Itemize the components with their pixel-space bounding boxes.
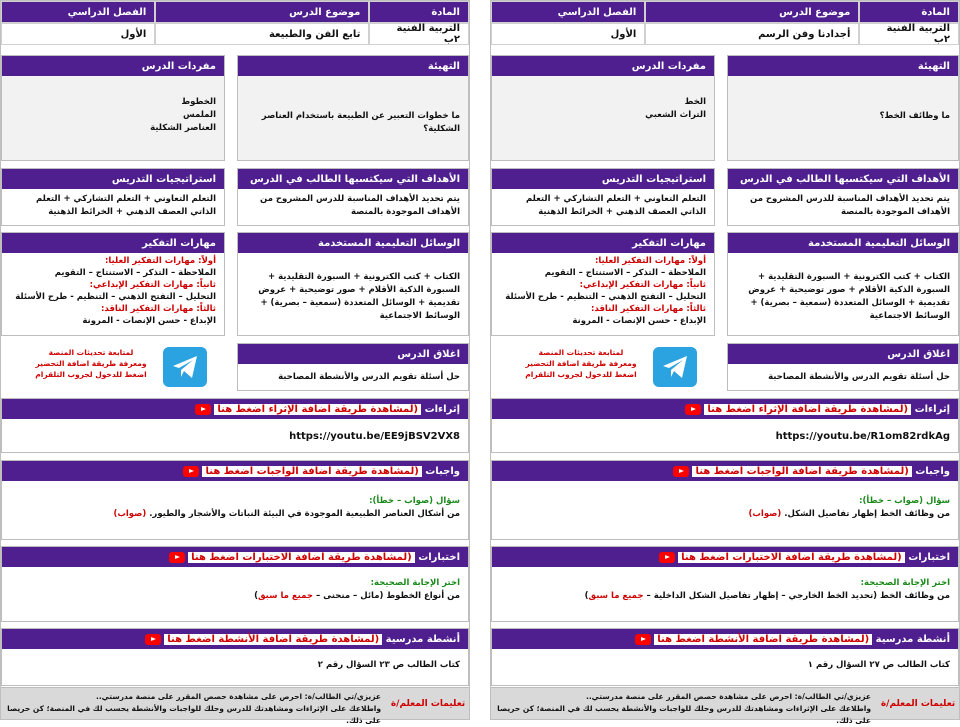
closing-title: اغلاق الدرس [728,344,958,364]
header-semester-label: الفصل الدراسي [1,1,155,23]
media-title: الوسائل التعليمية المستخدمة [238,233,468,253]
homework-question: من وظائف الخط إظهار تفاصيل الشكل. [784,509,950,519]
header-semester-value: الأول [1,23,155,45]
lesson-plan-page-1 [490,0,960,725]
header-topic-label: موضوع الدرس [155,1,369,23]
warmup-section [727,55,959,161]
youtube-icon[interactable] [685,404,701,415]
strategies-text: التعلم التعاوني + التعلم التشاركي + التعلم الذاتي العصف الذهني + الخرائط الذهنية [35,194,216,217]
thinking-section [1,232,225,336]
youtube-icon[interactable] [195,404,211,415]
teacher-instructions-line: عزيزي/تي الطالب/ة: احرص على مشاهدة حصص المقرر على منصة مدرستي.. [95,692,381,701]
header-subject-value: التربية الفنية ٢ب [859,23,959,45]
tests-question: من أنواع الخطوط (مائل – منحنى – [315,591,460,601]
thinking-higher-heading: أولاً: مهارات التفكير العليا: [594,256,706,266]
homework-answer: (صواب) [748,509,782,519]
header-subject-label: المادة [859,1,959,23]
youtube-icon[interactable] [659,552,675,563]
tests-question: من وظائف الخط (تحديد الخط الخارجي – إظهار تفاصيل الشكل الداخلية – [646,591,950,601]
vocab-list [492,76,714,160]
activities-text: كتاب الطالب ص ٢٧ السؤال رقم ١ [807,660,950,670]
teacher-instructions-label: تعليمات المعلم/ة [390,698,466,709]
thinking-creative-text: التحليل – التفتح الذهني – التنظيم - طرح الأسئلة [505,292,706,302]
thinking-creative-text: التحليل – التفتح الذهني – التنظيم - طرح الأسئلة [15,292,216,302]
activities-title: أنشطة مدرسية [385,633,460,645]
strategies-text: التعلم التعاوني + التعلم التشاركي + التعلم الذاتي العصف الذهني + الخرائط الذهنية [525,194,706,217]
thinking-title: مهارات التفكير [492,233,714,253]
warmup-text: ما وظائف الخط؟ [728,76,958,160]
thinking-critical-heading: ثالثاً: مهارات التفكير الناقد: [591,304,706,314]
header-table [491,1,959,45]
vocab-title: مفردات الدرس [2,56,224,76]
enrichment-section [1,398,469,453]
closing-text: حل أسئلة تقويم الدرس والأنشطة المصاحبة [278,372,460,382]
objectives-text: يتم تحديد الأهداف المناسبة للدرس المشروح من الأهداف الموجودة بالمنصة [750,194,950,217]
strategies-section [491,168,715,226]
youtube-icon[interactable] [169,552,185,563]
thinking-creative-heading: ثانياً: مهارات التفكير الإبداعي: [89,280,216,290]
enrichment-section [491,398,959,453]
warmup-text: ما خطوات التعبير عن الطبيعة باستخدام العناصر الشكلية؟ [238,76,468,160]
homework-section [1,460,469,540]
enrichment-url[interactable]: https://youtu.be/R1om82rdkAg [775,431,950,442]
homework-question: من أشكال العناصر الطبيعية الموجودة في البيئة النباتات والأشجار والطيور. [149,509,460,519]
thinking-critical-heading: ثالثاً: مهارات التفكير الناقد: [101,304,216,314]
tests-title: اختبارات [418,551,460,563]
activities-howto-link[interactable]: (لمشاهدة طريقة اضافة الأنشطة اضغط هنا [164,634,382,645]
youtube-icon[interactable] [145,634,161,645]
header-subject-label: المادة [369,1,469,23]
youtube-icon[interactable] [673,466,689,477]
youtube-icon[interactable] [635,634,651,645]
telegram-promo[interactable]: لمتابعة تحديثات المنصة ومعرفة طريقة اضافة التحضير اضغط للدخول لجروب التلقرام [525,348,637,379]
strategies-title: استراتيجيات التدريس [492,169,714,189]
tests-howto-link[interactable]: (لمشاهدة طريقة اضافة الاختبارات اضغط هنا [188,552,415,563]
enrichment-howto-link[interactable]: (لمشاهدة طريقة اضافة الإثراء اضغط هنا [704,404,911,415]
tests-title: اختبارات [908,551,950,563]
vocab-section [491,55,715,161]
header-topic-value: تابع الفن والطبيعة [155,23,369,45]
telegram-icon[interactable] [653,347,697,387]
tests-question-label: اختر الإجابة الصحيحة: [860,578,950,588]
enrichment-title: إثراءات [424,403,460,415]
tests-answer: جميع ما سبق [588,591,644,601]
media-title: الوسائل التعليمية المستخدمة [728,233,958,253]
thinking-section [491,232,715,336]
homework-title: واجبات [915,465,950,477]
activities-text: كتاب الطالب ص ٢٣ السؤال رقم ٢ [317,660,460,670]
youtube-icon[interactable] [183,466,199,477]
activities-section [491,628,959,686]
teacher-instructions-line: واطلاعك على الإثراءات ومشاهدتك للدرس وحلك للواجبات والأنشطة يحسب لك في المنصة؛ كن حريصا على ذلك. [497,704,871,725]
closing-title: اغلاق الدرس [238,344,468,364]
thinking-higher-heading: أولاً: مهارات التفكير العليا: [104,256,216,266]
header-subject-value: التربية الفنية ٢ب [369,23,469,45]
vocab-item: الخطوط [181,97,216,107]
teacher-instructions [491,687,959,725]
telegram-promo[interactable]: لمتابعة تحديثات المنصة ومعرفة طريقة اضافة التحضير اضغط للدخول لجروب التلقرام [35,348,147,379]
thinking-critical-text: الإبداع - حسن الإنصات - المرونة [82,316,216,326]
thinking-higher-text: الملاحظة – التذكر – الاستنتاج – التقويم [544,268,706,278]
objectives-title: الأهداف التي سيكتسبها الطالب في الدرس [728,169,958,189]
enrichment-howto-link[interactable]: (لمشاهدة طريقة اضافة الإثراء اضغط هنا [214,404,421,415]
strategies-section [1,168,225,226]
vocab-section [1,55,225,161]
homework-question-label: سؤال (صواب – خطأ): [369,496,460,506]
teacher-instructions [1,687,469,725]
vocab-list [2,76,224,160]
activities-howto-link[interactable]: (لمشاهدة طريقة اضافة الأنشطة اضغط هنا [654,634,872,645]
homework-title: واجبات [425,465,460,477]
homework-section [491,460,959,540]
telegram-icon[interactable] [163,347,207,387]
teacher-instructions-line: واطلاعك على الإثراءات ومشاهدتك للدرس وحلك للواجبات والأنشطة يحسب لك في المنصة؛ كن حريصا على ذلك. [7,704,381,725]
media-text: الكتاب + كتب الكترونية + السبورة التقليدية + السبورة الذكية الأقلام + صور توضيحية + عروض تقديمية + الوسائل المتعددة (سمعية – بصرية) + الوسائط الاجتماعية [258,272,460,321]
homework-question-label: سؤال (صواب – خطأ): [859,496,950,506]
vocab-item: الملمس [183,110,216,120]
thinking-title: مهارات التفكير [2,233,224,253]
media-section [237,232,469,336]
vocab-item: العناصر الشكلية [150,123,216,133]
header-topic-value: أجدادنا وفن الرسم [645,23,859,45]
activities-title: أنشطة مدرسية [875,633,950,645]
vocab-title: مفردات الدرس [492,56,714,76]
vocab-item: التراث الشعبي [645,110,706,120]
homework-answer: (صواب) [113,509,147,519]
activities-section [1,628,469,686]
header-semester-value: الأول [491,23,645,45]
lesson-plan-page-2 [0,0,470,725]
thinking-higher-text: الملاحظة – التذكر – الاستنتاج – التقويم [54,268,216,278]
thinking-creative-heading: ثانياً: مهارات التفكير الإبداعي: [579,280,706,290]
header-table [1,1,469,45]
tests-howto-link[interactable]: (لمشاهدة طريقة اضافة الاختبارات اضغط هنا [678,552,905,563]
objectives-section [727,168,959,226]
tests-answer: جميع ما سبق [258,591,313,601]
header-semester-label: الفصل الدراسي [491,1,645,23]
closing-section [237,343,469,391]
warmup-section [237,55,469,161]
thinking-critical-text: الإبداع - حسن الإنصات - المرونة [572,316,706,326]
strategies-title: استراتيجيات التدريس [2,169,224,189]
objectives-section [237,168,469,226]
warmup-title: التهيئة [238,56,468,76]
tests-question-label: اختر الإجابة الصحيحة: [370,578,460,588]
homework-howto-link[interactable]: (لمشاهدة طريقة اضافة الواجبات اضغط هنا [692,466,911,477]
teacher-instructions-label: تعليمات المعلم/ة [880,698,956,709]
tests-section: اختبارات (لمشاهدة طريقة اضافة الاختبارات اضغط هنا اختر الإجابة الصحيحة: من أنواع الخطوط (مائل – منحنى – جميع ما سبق) [1,546,469,622]
closing-section [727,343,959,391]
objectives-text: يتم تحديد الأهداف المناسبة للدرس المشروح من الأهداف الموجودة بالمنصة [260,194,460,217]
homework-howto-link[interactable]: (لمشاهدة طريقة اضافة الواجبات اضغط هنا [202,466,421,477]
enrichment-title: إثراءات [914,403,950,415]
media-section [727,232,959,336]
header-topic-label: موضوع الدرس [645,1,859,23]
warmup-title: التهيئة [728,56,958,76]
media-text: الكتاب + كتب الكترونية + السبورة التقليدية + السبورة الذكية الأقلام + صور توضيحية + عروض تقديمية + الوسائل المتعددة (سمعية – بصرية) + الوسائط الاجتماعية [748,272,950,321]
enrichment-url[interactable]: https://youtu.be/EE9jBSV2VX8 [289,431,460,442]
tests-section: اختبارات (لمشاهدة طريقة اضافة الاختبارات اضغط هنا اختر الإجابة الصحيحة: من وظائف الخط (تحديد الخط الخارجي – إظهار تفاصيل الشكل الداخلية – جميع ما سبق) [491,546,959,622]
vocab-item: الخط [684,97,706,107]
closing-text: حل أسئلة تقويم الدرس والأنشطة المصاحبة [768,372,950,382]
teacher-instructions-line: عزيزي/تي الطالب/ة: احرص على مشاهدة حصص المقرر على منصة مدرستي.. [585,692,871,701]
objectives-title: الأهداف التي سيكتسبها الطالب في الدرس [238,169,468,189]
